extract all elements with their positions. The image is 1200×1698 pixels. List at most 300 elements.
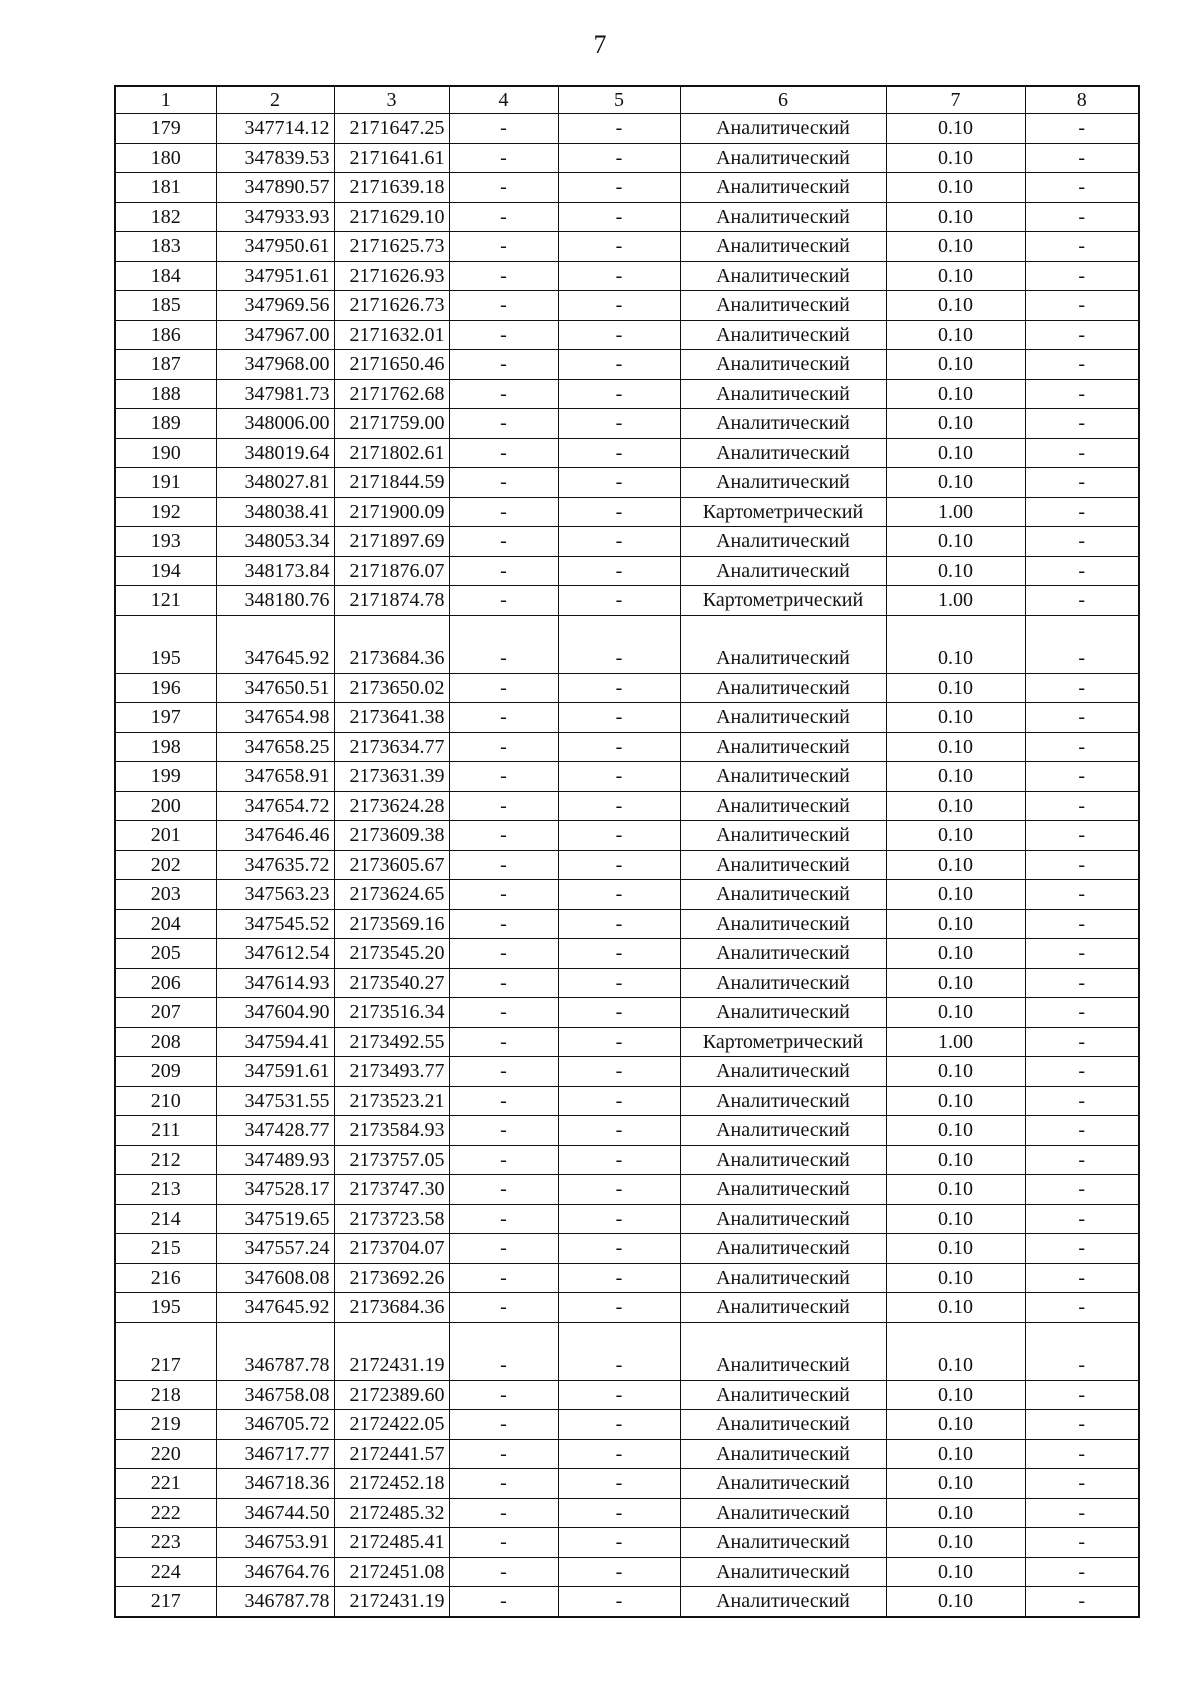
cell-point-number: 196 bbox=[115, 673, 216, 703]
column-header-2: 2 bbox=[216, 86, 334, 114]
cell-point-number: 199 bbox=[115, 762, 216, 792]
cell-point-number: 223 bbox=[115, 1528, 216, 1558]
cell-col-4: - bbox=[449, 732, 558, 762]
cell-accuracy: 0.10 bbox=[886, 1234, 1025, 1264]
cell-method: Аналитический bbox=[680, 468, 886, 498]
cell-point-number: 217 bbox=[115, 1587, 216, 1617]
cell-accuracy: 0.10 bbox=[886, 527, 1025, 557]
cell-method: Аналитический bbox=[680, 1439, 886, 1469]
cell-y-coordinate: 2173584.93 bbox=[334, 1116, 449, 1146]
cell-y-coordinate: 2173684.36 bbox=[334, 1293, 449, 1323]
cell-col-4: - bbox=[449, 143, 558, 173]
cell-col-5: - bbox=[558, 1116, 680, 1146]
cell-col-8: - bbox=[1025, 998, 1139, 1028]
cell-point-number: 215 bbox=[115, 1234, 216, 1264]
cell-method: Аналитический bbox=[680, 1351, 886, 1380]
cell-col-8: - bbox=[1025, 791, 1139, 821]
cell-method: Аналитический bbox=[680, 880, 886, 910]
cell-accuracy bbox=[886, 1322, 1025, 1351]
table-row bbox=[115, 143, 1139, 173]
cell-col-5: - bbox=[558, 762, 680, 792]
cell-col-5: - bbox=[558, 497, 680, 527]
cell-col-4: - bbox=[449, 527, 558, 557]
cell-y-coordinate: 2173723.58 bbox=[334, 1204, 449, 1234]
cell-method: Аналитический bbox=[680, 791, 886, 821]
cell-col-4: - bbox=[449, 1469, 558, 1499]
cell-accuracy: 0.10 bbox=[886, 1587, 1025, 1617]
table-row bbox=[115, 556, 1139, 586]
cell-point-number: 189 bbox=[115, 409, 216, 439]
cell-col-4: - bbox=[449, 1027, 558, 1057]
cell-point-number: 216 bbox=[115, 1263, 216, 1293]
cell-y-coordinate: 2171900.09 bbox=[334, 497, 449, 527]
cell-point-number: 209 bbox=[115, 1057, 216, 1087]
cell-x-coordinate: 347968.00 bbox=[216, 350, 334, 380]
cell-point-number: 205 bbox=[115, 939, 216, 969]
cell-col-5: - bbox=[558, 291, 680, 321]
cell-col-4: - bbox=[449, 909, 558, 939]
cell-col-8: - bbox=[1025, 1175, 1139, 1205]
cell-col-8: - bbox=[1025, 527, 1139, 557]
cell-y-coordinate: 2173492.55 bbox=[334, 1027, 449, 1057]
cell-accuracy: 0.10 bbox=[886, 1439, 1025, 1469]
cell-col-4: - bbox=[449, 939, 558, 969]
cell-y-coordinate: 2173684.36 bbox=[334, 644, 449, 673]
cell-accuracy: 0.10 bbox=[886, 261, 1025, 291]
table-row bbox=[115, 762, 1139, 792]
cell-y-coordinate: 2173631.39 bbox=[334, 762, 449, 792]
cell-col-5: - bbox=[558, 939, 680, 969]
cell-col-4: - bbox=[449, 1204, 558, 1234]
cell-col-4: - bbox=[449, 850, 558, 880]
cell-col-4: - bbox=[449, 114, 558, 144]
cell-y-coordinate: 2173569.16 bbox=[334, 909, 449, 939]
table-row bbox=[115, 1175, 1139, 1205]
cell-point-number: 214 bbox=[115, 1204, 216, 1234]
cell-col-8: - bbox=[1025, 968, 1139, 998]
cell-col-8: - bbox=[1025, 673, 1139, 703]
cell-point-number: 201 bbox=[115, 821, 216, 851]
cell-method: Аналитический bbox=[680, 1498, 886, 1528]
cell-col-5: - bbox=[558, 586, 680, 616]
cell-col-8: - bbox=[1025, 939, 1139, 969]
cell-col-4 bbox=[449, 615, 558, 644]
table-row bbox=[115, 291, 1139, 321]
cell-x-coordinate: 347658.91 bbox=[216, 762, 334, 792]
cell-y-coordinate: 2171897.69 bbox=[334, 527, 449, 557]
cell-col-8: - bbox=[1025, 1293, 1139, 1323]
cell-col-5: - bbox=[558, 232, 680, 262]
cell-x-coordinate: 347890.57 bbox=[216, 173, 334, 203]
cell-col-8: - bbox=[1025, 1528, 1139, 1558]
cell-col-5: - bbox=[558, 468, 680, 498]
cell-accuracy: 0.10 bbox=[886, 968, 1025, 998]
cell-accuracy: 0.10 bbox=[886, 1528, 1025, 1558]
table-row bbox=[115, 1587, 1139, 1617]
cell-x-coordinate: 347519.65 bbox=[216, 1204, 334, 1234]
cell-col-8: - bbox=[1025, 1057, 1139, 1087]
cell-method: Аналитический bbox=[680, 1086, 886, 1116]
cell-col-4: - bbox=[449, 409, 558, 439]
table-row bbox=[115, 821, 1139, 851]
cell-col-4: - bbox=[449, 468, 558, 498]
cell-col-5 bbox=[558, 615, 680, 644]
cell-x-coordinate: 348038.41 bbox=[216, 497, 334, 527]
table-row bbox=[115, 438, 1139, 468]
cell-y-coordinate: 2173624.65 bbox=[334, 880, 449, 910]
cell-y-coordinate: 2171650.46 bbox=[334, 350, 449, 380]
cell-col-4: - bbox=[449, 1116, 558, 1146]
cell-col-8: - bbox=[1025, 732, 1139, 762]
cell-y-coordinate: 2171625.73 bbox=[334, 232, 449, 262]
cell-x-coordinate: 347645.92 bbox=[216, 1293, 334, 1323]
cell-point-number: 200 bbox=[115, 791, 216, 821]
cell-col-5: - bbox=[558, 556, 680, 586]
cell-col-8: - bbox=[1025, 143, 1139, 173]
cell-y-coordinate: 2173757.05 bbox=[334, 1145, 449, 1175]
cell-y-coordinate: 2171762.68 bbox=[334, 379, 449, 409]
cell-y-coordinate: 2172485.41 bbox=[334, 1528, 449, 1558]
cell-accuracy: 1.00 bbox=[886, 497, 1025, 527]
cell-y-coordinate: 2171626.93 bbox=[334, 261, 449, 291]
cell-col-4: - bbox=[449, 998, 558, 1028]
cell-method: Аналитический bbox=[680, 821, 886, 851]
cell-accuracy: 0.10 bbox=[886, 1498, 1025, 1528]
cell-point-number: 220 bbox=[115, 1439, 216, 1469]
cell-y-coordinate: 2171874.78 bbox=[334, 586, 449, 616]
cell-point-number: 204 bbox=[115, 909, 216, 939]
table-row bbox=[115, 1410, 1139, 1440]
cell-method: Аналитический bbox=[680, 1204, 886, 1234]
cell-col-5: - bbox=[558, 1557, 680, 1587]
cell-point-number: 180 bbox=[115, 143, 216, 173]
cell-point-number: 194 bbox=[115, 556, 216, 586]
cell-y-coordinate: 2173641.38 bbox=[334, 703, 449, 733]
cell-y-coordinate: 2171844.59 bbox=[334, 468, 449, 498]
cell-col-5: - bbox=[558, 1145, 680, 1175]
cell-x-coordinate: 347951.61 bbox=[216, 261, 334, 291]
cell-col-5: - bbox=[558, 1587, 680, 1617]
cell-col-5: - bbox=[558, 173, 680, 203]
cell-point-number: 121 bbox=[115, 586, 216, 616]
cell-method: Аналитический bbox=[680, 232, 886, 262]
cell-col-8: - bbox=[1025, 409, 1139, 439]
cell-y-coordinate: 2171759.00 bbox=[334, 409, 449, 439]
cell-col-5: - bbox=[558, 1439, 680, 1469]
table-row bbox=[115, 586, 1139, 616]
table-row bbox=[115, 1204, 1139, 1234]
table-row bbox=[115, 1351, 1139, 1380]
cell-col-5: - bbox=[558, 409, 680, 439]
cell-x-coordinate: 348019.64 bbox=[216, 438, 334, 468]
cell-y-coordinate: 2172441.57 bbox=[334, 1439, 449, 1469]
table-header bbox=[115, 86, 1139, 114]
cell-method: Аналитический bbox=[680, 320, 886, 350]
cell-point-number: 187 bbox=[115, 350, 216, 380]
table-row bbox=[115, 1557, 1139, 1587]
cell-accuracy: 0.10 bbox=[886, 1116, 1025, 1146]
table-row bbox=[115, 350, 1139, 380]
cell-col-5: - bbox=[558, 909, 680, 939]
cell-y-coordinate: 2171802.61 bbox=[334, 438, 449, 468]
cell-accuracy: 0.10 bbox=[886, 703, 1025, 733]
cell-col-4: - bbox=[449, 1587, 558, 1617]
cell-accuracy: 1.00 bbox=[886, 1027, 1025, 1057]
cell-method: Аналитический bbox=[680, 114, 886, 144]
cell-col-8: - bbox=[1025, 114, 1139, 144]
cell-y-coordinate: 2173634.77 bbox=[334, 732, 449, 762]
cell-point-number: 222 bbox=[115, 1498, 216, 1528]
cell-x-coordinate: 347528.17 bbox=[216, 1175, 334, 1205]
cell-y-coordinate: 2173493.77 bbox=[334, 1057, 449, 1087]
cell-col-4: - bbox=[449, 291, 558, 321]
cell-x-coordinate: 347594.41 bbox=[216, 1027, 334, 1057]
cell-y-coordinate: 2172452.18 bbox=[334, 1469, 449, 1499]
cell-x-coordinate: 347969.56 bbox=[216, 291, 334, 321]
table-row bbox=[115, 644, 1139, 673]
table-row bbox=[115, 1469, 1139, 1499]
cell-accuracy: 0.10 bbox=[886, 939, 1025, 969]
cell-accuracy: 0.10 bbox=[886, 379, 1025, 409]
cell-col-5: - bbox=[558, 732, 680, 762]
cell-x-coordinate: 347839.53 bbox=[216, 143, 334, 173]
cell-col-5: - bbox=[558, 261, 680, 291]
coordinates-table bbox=[114, 85, 1140, 1618]
cell-col-8 bbox=[1025, 615, 1139, 644]
cell-col-8: - bbox=[1025, 350, 1139, 380]
cell-col-5: - bbox=[558, 644, 680, 673]
cell-accuracy: 0.10 bbox=[886, 1293, 1025, 1323]
cell-y-coordinate: 2171647.25 bbox=[334, 114, 449, 144]
cell-method: Аналитический bbox=[680, 1263, 886, 1293]
cell-method: Аналитический bbox=[680, 350, 886, 380]
cell-point-number: 183 bbox=[115, 232, 216, 262]
cell-method bbox=[680, 615, 886, 644]
cell-y-coordinate: 2172451.08 bbox=[334, 1557, 449, 1587]
cell-accuracy: 0.10 bbox=[886, 673, 1025, 703]
cell-x-coordinate: 347604.90 bbox=[216, 998, 334, 1028]
cell-y-coordinate: 2173609.38 bbox=[334, 821, 449, 851]
cell-accuracy: 0.10 bbox=[886, 909, 1025, 939]
cell-col-4: - bbox=[449, 232, 558, 262]
cell-method: Аналитический bbox=[680, 379, 886, 409]
column-header-3: 3 bbox=[334, 86, 449, 114]
cell-col-5 bbox=[558, 1322, 680, 1351]
cell-point-number: 218 bbox=[115, 1380, 216, 1410]
cell-accuracy: 0.10 bbox=[886, 1086, 1025, 1116]
cell-col-4: - bbox=[449, 320, 558, 350]
cell-x-coordinate: 346787.78 bbox=[216, 1351, 334, 1380]
cell-col-8: - bbox=[1025, 497, 1139, 527]
cell-col-5: - bbox=[558, 527, 680, 557]
cell-x-coordinate: 347531.55 bbox=[216, 1086, 334, 1116]
cell-col-8: - bbox=[1025, 1116, 1139, 1146]
cell-col-5: - bbox=[558, 379, 680, 409]
table-row bbox=[115, 232, 1139, 262]
table-row bbox=[115, 673, 1139, 703]
cell-x-coordinate: 347950.61 bbox=[216, 232, 334, 262]
cell-accuracy: 0.10 bbox=[886, 114, 1025, 144]
table-row bbox=[115, 527, 1139, 557]
cell-point-number: 186 bbox=[115, 320, 216, 350]
cell-y-coordinate: 2171626.73 bbox=[334, 291, 449, 321]
cell-y-coordinate: 2171876.07 bbox=[334, 556, 449, 586]
cell-point-number: 213 bbox=[115, 1175, 216, 1205]
cell-x-coordinate: 347933.93 bbox=[216, 202, 334, 232]
cell-x-coordinate: 347645.92 bbox=[216, 644, 334, 673]
table-row bbox=[115, 409, 1139, 439]
cell-x-coordinate: 346758.08 bbox=[216, 1380, 334, 1410]
cell-method: Аналитический bbox=[680, 261, 886, 291]
cell-method: Аналитический bbox=[680, 1380, 886, 1410]
cell-point-number: 217 bbox=[115, 1351, 216, 1380]
cell-y-coordinate: 2171629.10 bbox=[334, 202, 449, 232]
cell-method: Картометрический bbox=[680, 497, 886, 527]
cell-x-coordinate: 347967.00 bbox=[216, 320, 334, 350]
column-header-7: 7 bbox=[886, 86, 1025, 114]
cell-col-4: - bbox=[449, 1410, 558, 1440]
cell-point-number: 188 bbox=[115, 379, 216, 409]
cell-col-4: - bbox=[449, 1528, 558, 1558]
cell-accuracy: 0.10 bbox=[886, 1469, 1025, 1499]
cell-accuracy: 0.10 bbox=[886, 850, 1025, 880]
cell-col-4: - bbox=[449, 1057, 558, 1087]
cell-x-coordinate bbox=[216, 1322, 334, 1351]
cell-col-4: - bbox=[449, 1145, 558, 1175]
cell-method: Аналитический bbox=[680, 527, 886, 557]
cell-method: Аналитический bbox=[680, 438, 886, 468]
cell-point-number: 195 bbox=[115, 644, 216, 673]
cell-accuracy: 0.10 bbox=[886, 1557, 1025, 1587]
table-row bbox=[115, 939, 1139, 969]
table-row bbox=[115, 791, 1139, 821]
cell-col-8: - bbox=[1025, 850, 1139, 880]
cell-col-5: - bbox=[558, 703, 680, 733]
table-row bbox=[115, 468, 1139, 498]
cell-accuracy: 0.10 bbox=[886, 1204, 1025, 1234]
cell-col-4: - bbox=[449, 644, 558, 673]
cell-method: Аналитический bbox=[680, 1234, 886, 1264]
cell-method: Аналитический bbox=[680, 409, 886, 439]
table-row bbox=[115, 1293, 1139, 1323]
cell-method: Аналитический bbox=[680, 703, 886, 733]
table-row bbox=[115, 1086, 1139, 1116]
cell-col-4: - bbox=[449, 202, 558, 232]
cell-x-coordinate: 347646.46 bbox=[216, 821, 334, 851]
cell-col-5: - bbox=[558, 821, 680, 851]
cell-x-coordinate: 347591.61 bbox=[216, 1057, 334, 1087]
cell-accuracy: 0.10 bbox=[886, 202, 1025, 232]
cell-method: Аналитический bbox=[680, 968, 886, 998]
cell-col-4: - bbox=[449, 379, 558, 409]
cell-col-8: - bbox=[1025, 1410, 1139, 1440]
cell-col-8: - bbox=[1025, 468, 1139, 498]
cell-col-8: - bbox=[1025, 379, 1139, 409]
cell-col-4: - bbox=[449, 261, 558, 291]
cell-col-5: - bbox=[558, 320, 680, 350]
cell-accuracy: 0.10 bbox=[886, 644, 1025, 673]
cell-col-4: - bbox=[449, 1175, 558, 1205]
cell-accuracy: 0.10 bbox=[886, 409, 1025, 439]
table-row bbox=[115, 1439, 1139, 1469]
cell-x-coordinate: 346753.91 bbox=[216, 1528, 334, 1558]
cell-col-4: - bbox=[449, 350, 558, 380]
cell-x-coordinate: 348006.00 bbox=[216, 409, 334, 439]
cell-accuracy: 0.10 bbox=[886, 1380, 1025, 1410]
table-row bbox=[115, 850, 1139, 880]
cell-method: Аналитический bbox=[680, 1175, 886, 1205]
cell-accuracy: 0.10 bbox=[886, 732, 1025, 762]
table-row bbox=[115, 998, 1139, 1028]
cell-col-8: - bbox=[1025, 232, 1139, 262]
cell-col-5: - bbox=[558, 998, 680, 1028]
cell-y-coordinate: 2172485.32 bbox=[334, 1498, 449, 1528]
cell-col-5: - bbox=[558, 850, 680, 880]
column-header-5: 5 bbox=[558, 86, 680, 114]
cell-x-coordinate: 347563.23 bbox=[216, 880, 334, 910]
cell-col-8: - bbox=[1025, 644, 1139, 673]
cell-col-5: - bbox=[558, 143, 680, 173]
cell-y-coordinate: 2172431.19 bbox=[334, 1587, 449, 1617]
cell-accuracy: 0.10 bbox=[886, 821, 1025, 851]
cell-method: Аналитический bbox=[680, 1587, 886, 1617]
cell-x-coordinate: 346705.72 bbox=[216, 1410, 334, 1440]
cell-accuracy bbox=[886, 615, 1025, 644]
cell-x-coordinate: 347981.73 bbox=[216, 379, 334, 409]
cell-y-coordinate: 2173605.67 bbox=[334, 850, 449, 880]
cell-col-5: - bbox=[558, 1086, 680, 1116]
cell-x-coordinate: 347650.51 bbox=[216, 673, 334, 703]
cell-col-8: - bbox=[1025, 202, 1139, 232]
table-row bbox=[115, 114, 1139, 144]
cell-col-8: - bbox=[1025, 556, 1139, 586]
table-row bbox=[115, 1057, 1139, 1087]
cell-method: Аналитический bbox=[680, 732, 886, 762]
cell-col-5: - bbox=[558, 1175, 680, 1205]
cell-col-4: - bbox=[449, 173, 558, 203]
column-header-4: 4 bbox=[449, 86, 558, 114]
cell-method: Аналитический bbox=[680, 1469, 886, 1499]
cell-point-number: 210 bbox=[115, 1086, 216, 1116]
cell-method: Аналитический bbox=[680, 291, 886, 321]
cell-y-coordinate: 2172389.60 bbox=[334, 1380, 449, 1410]
cell-point-number: 190 bbox=[115, 438, 216, 468]
table-row bbox=[115, 173, 1139, 203]
cell-y-coordinate: 2172431.19 bbox=[334, 1351, 449, 1380]
cell-method: Аналитический bbox=[680, 939, 886, 969]
cell-col-4: - bbox=[449, 438, 558, 468]
cell-col-5: - bbox=[558, 1204, 680, 1234]
cell-accuracy: 0.10 bbox=[886, 320, 1025, 350]
cell-accuracy: 0.10 bbox=[886, 1351, 1025, 1380]
cell-x-coordinate: 347612.54 bbox=[216, 939, 334, 969]
cell-x-coordinate: 348180.76 bbox=[216, 586, 334, 616]
page-number: 7 bbox=[593, 30, 607, 59]
cell-point-number: 193 bbox=[115, 527, 216, 557]
cell-accuracy: 0.10 bbox=[886, 232, 1025, 262]
cell-col-8: - bbox=[1025, 586, 1139, 616]
column-header-8: 8 bbox=[1025, 86, 1139, 114]
cell-col-5: - bbox=[558, 202, 680, 232]
table-row bbox=[115, 703, 1139, 733]
cell-x-coordinate: 348053.34 bbox=[216, 527, 334, 557]
cell-x-coordinate: 347557.24 bbox=[216, 1234, 334, 1264]
column-header-1: 1 bbox=[115, 86, 216, 114]
table-row bbox=[115, 202, 1139, 232]
cell-col-5: - bbox=[558, 1498, 680, 1528]
cell-col-8: - bbox=[1025, 1027, 1139, 1057]
table-row bbox=[115, 379, 1139, 409]
